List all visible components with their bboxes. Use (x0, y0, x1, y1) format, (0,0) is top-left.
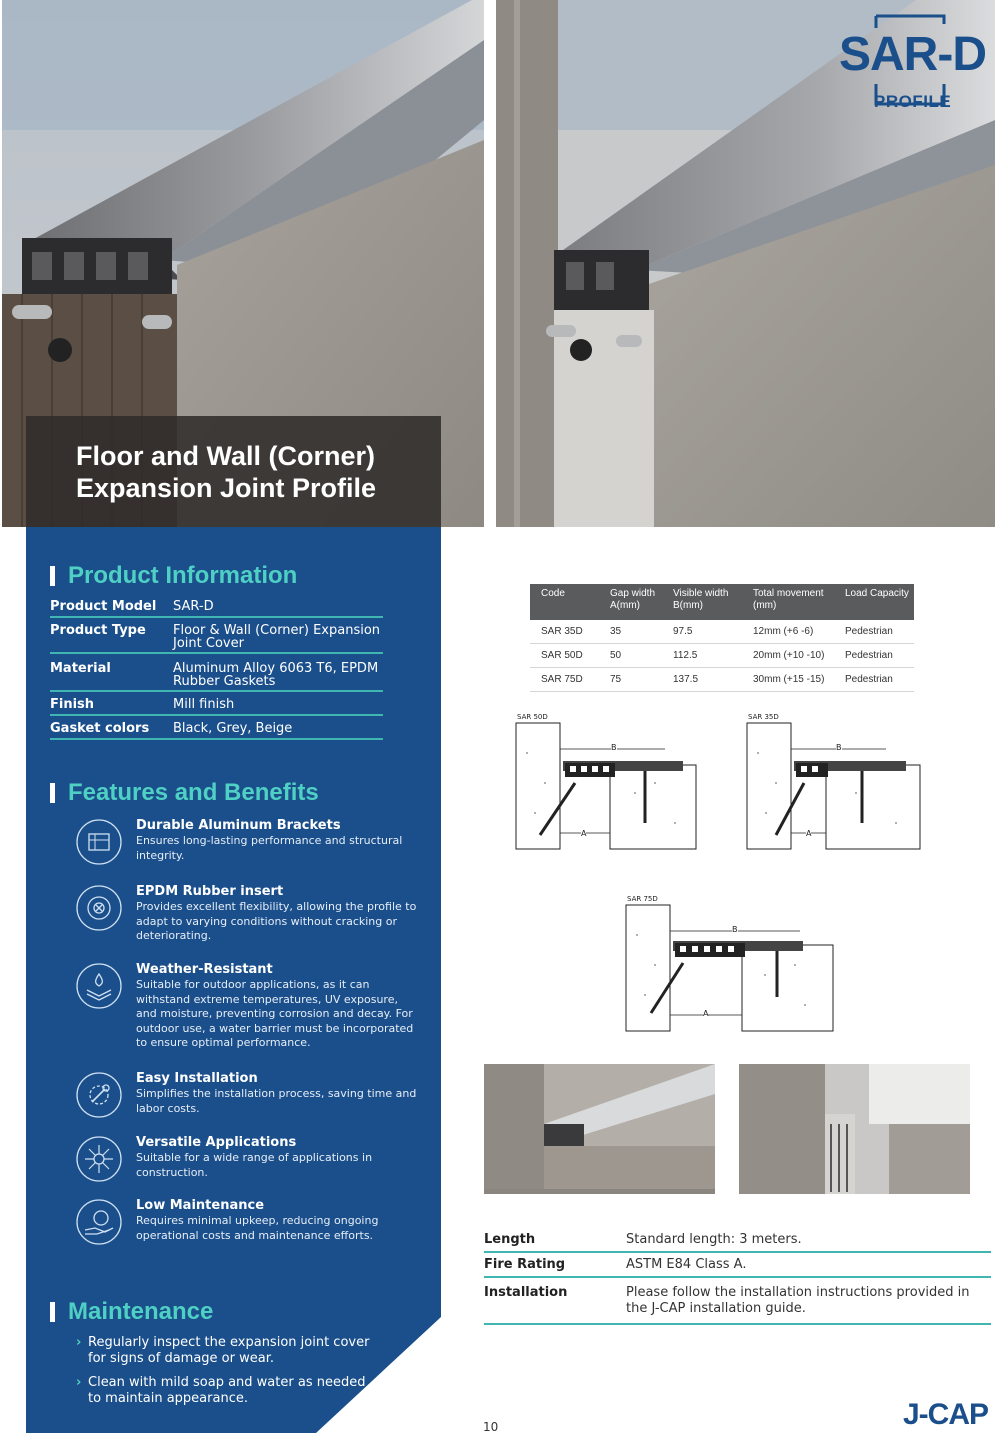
feature-desc: Suitable for outdoor applications, as it can withstand extreme temperatures, UV exposure, and moisture, preventing corrosion and decay. For outdoor use, a water barrier must be incorporated to ensure optimal performance. (136, 978, 414, 1050)
dimension-b: B (732, 925, 738, 934)
spec-table (530, 584, 914, 692)
rubber-insert-icon (75, 884, 123, 932)
maintenance-title: Maintenance (68, 1298, 214, 1325)
feature-desc: Ensures long-lasting performance and structural integrity. (136, 834, 403, 862)
heading-bar (50, 783, 55, 803)
info-row (50, 716, 383, 740)
dimension-b: B (836, 743, 842, 752)
product-info-title: Product Information (68, 562, 298, 589)
property-key: Length (484, 1232, 536, 1247)
product-photo-wall (739, 1064, 970, 1194)
hero-title-line2: Expansion Joint Profile (76, 473, 377, 503)
table-row (530, 620, 914, 644)
table-cell: SAR 75D (541, 674, 583, 685)
dimension-a: A (703, 1009, 709, 1018)
table-cell: 35 (610, 626, 622, 637)
info-value: Floor & Wall (Corner) Expansion Joint Cover (173, 623, 381, 651)
feature-desc: Provides excellent flexibility, allowing the profile to adapt to varying conditions without cracking or deteriorating. (136, 900, 417, 943)
product-info-heading (50, 562, 297, 590)
installation-icon (75, 1071, 123, 1119)
badge-model: SAR-D (839, 28, 986, 81)
property-row (484, 1253, 991, 1278)
product-photo-floor (484, 1064, 715, 1194)
feature-title: Durable Aluminum Brackets (136, 818, 341, 833)
maintenance-text: Regularly inspect the expansion joint cover for signs of damage or wear. (88, 1335, 370, 1366)
maintenance-item (76, 1375, 376, 1407)
info-key: Product Type (50, 623, 146, 638)
info-row (50, 692, 383, 716)
features-heading (50, 779, 319, 807)
features-title: Features and Benefits (68, 779, 319, 806)
table-cell: 50 (610, 650, 622, 661)
feature-desc: Requires minimal upkeep, reducing ongoing operational costs and maintenance efforts. (136, 1214, 379, 1242)
versatile-icon (75, 1135, 123, 1183)
table-cell: SAR 50D (541, 650, 583, 661)
spec-header-gap: Gap width A(mm) (610, 588, 656, 611)
table-cell: 112.5 (673, 650, 698, 661)
heading-bar (50, 566, 55, 586)
feature-desc: Suitable for a wide range of applications in construction. (136, 1151, 373, 1179)
drawing-sar35d (746, 713, 922, 853)
product-info-table (50, 596, 383, 740)
drawing-label: SAR 35D (748, 713, 779, 721)
feature-title: Easy Installation (136, 1071, 258, 1086)
info-key: Product Model (50, 599, 157, 614)
hero-title-line1: Floor and Wall (Corner) (76, 441, 375, 471)
table-cell: Pedestrian (845, 650, 893, 661)
table-cell: SAR 35D (541, 626, 583, 637)
property-value: Please follow the installation instructions provided in the J-CAP installation guide. (626, 1285, 970, 1316)
properties-list (484, 1228, 991, 1325)
table-cell: 12mm (+6 -6) (753, 626, 814, 637)
badge-subtitle: PROFILE (874, 92, 952, 111)
drawing-label: SAR 75D (627, 895, 658, 903)
drawing-label: SAR 50D (517, 713, 548, 721)
table-cell: Pedestrian (845, 674, 893, 685)
spec-header-visible: Visible width B(mm) (673, 588, 729, 611)
property-row (484, 1228, 991, 1253)
info-key: Material (50, 661, 111, 676)
dimension-a: A (806, 829, 812, 838)
heading-bar (50, 1302, 55, 1322)
dimension-a: A (581, 829, 587, 838)
drawing-sar75d (625, 895, 835, 1035)
maintenance-list (76, 1335, 376, 1407)
info-value: SAR-D (173, 599, 214, 614)
table-cell: 30mm (+15 -15) (753, 674, 825, 685)
table-cell: 20mm (+10 -10) (753, 650, 825, 661)
spec-table-header (530, 584, 914, 620)
feature-title: Weather-Resistant (136, 962, 273, 977)
hero-title-box (26, 416, 441, 527)
property-key: Installation (484, 1285, 568, 1300)
company-logo: J-CAP (903, 1398, 989, 1431)
info-row (50, 596, 383, 618)
info-value: Black, Grey, Beige (173, 721, 293, 736)
property-row (484, 1278, 991, 1325)
bracket-icon (75, 818, 123, 866)
page-number: 10 (483, 1420, 499, 1433)
chevron-right-icon: › (76, 1375, 82, 1390)
property-key: Fire Rating (484, 1257, 566, 1272)
chevron-right-icon: › (76, 1335, 82, 1350)
info-key: Finish (50, 697, 95, 712)
table-cell: 137.5 (673, 674, 699, 685)
table-row (530, 644, 914, 668)
feature-title: Low Maintenance (136, 1198, 265, 1213)
table-cell: 97.5 (673, 626, 693, 637)
info-value: Mill finish (173, 697, 235, 712)
table-row (530, 668, 914, 692)
table-cell: 75 (610, 674, 622, 685)
product-badge (836, 14, 986, 110)
spec-header-code: Code (541, 588, 565, 599)
table-cell: Pedestrian (845, 626, 893, 637)
dimension-b: B (611, 743, 617, 752)
property-value: Standard length: 3 meters. (626, 1232, 802, 1247)
info-value: Aluminum Alloy 6063 T6, EPDM Rubber Gaskets (173, 661, 379, 689)
weather-icon (75, 962, 123, 1010)
drawing-sar50d (515, 713, 697, 853)
property-value: ASTM E84 Class A. (626, 1257, 747, 1272)
maintenance-text: Clean with mild soap and water as needed to maintain appearance. (88, 1375, 366, 1406)
feature-title: Versatile Applications (136, 1135, 297, 1150)
feature-title: EPDM Rubber insert (136, 884, 284, 899)
feature-desc: Simplifies the installation process, saving time and labor costs. (136, 1087, 417, 1115)
maintenance-heading (50, 1298, 213, 1326)
spec-header-movement: Total movement (mm) (753, 588, 824, 611)
info-row (50, 654, 383, 692)
info-key: Gasket colors (50, 721, 150, 736)
info-row (50, 618, 383, 654)
maintenance-item (76, 1335, 376, 1367)
maintenance-icon (75, 1198, 123, 1246)
spec-header-load: Load Capacity (845, 588, 909, 599)
